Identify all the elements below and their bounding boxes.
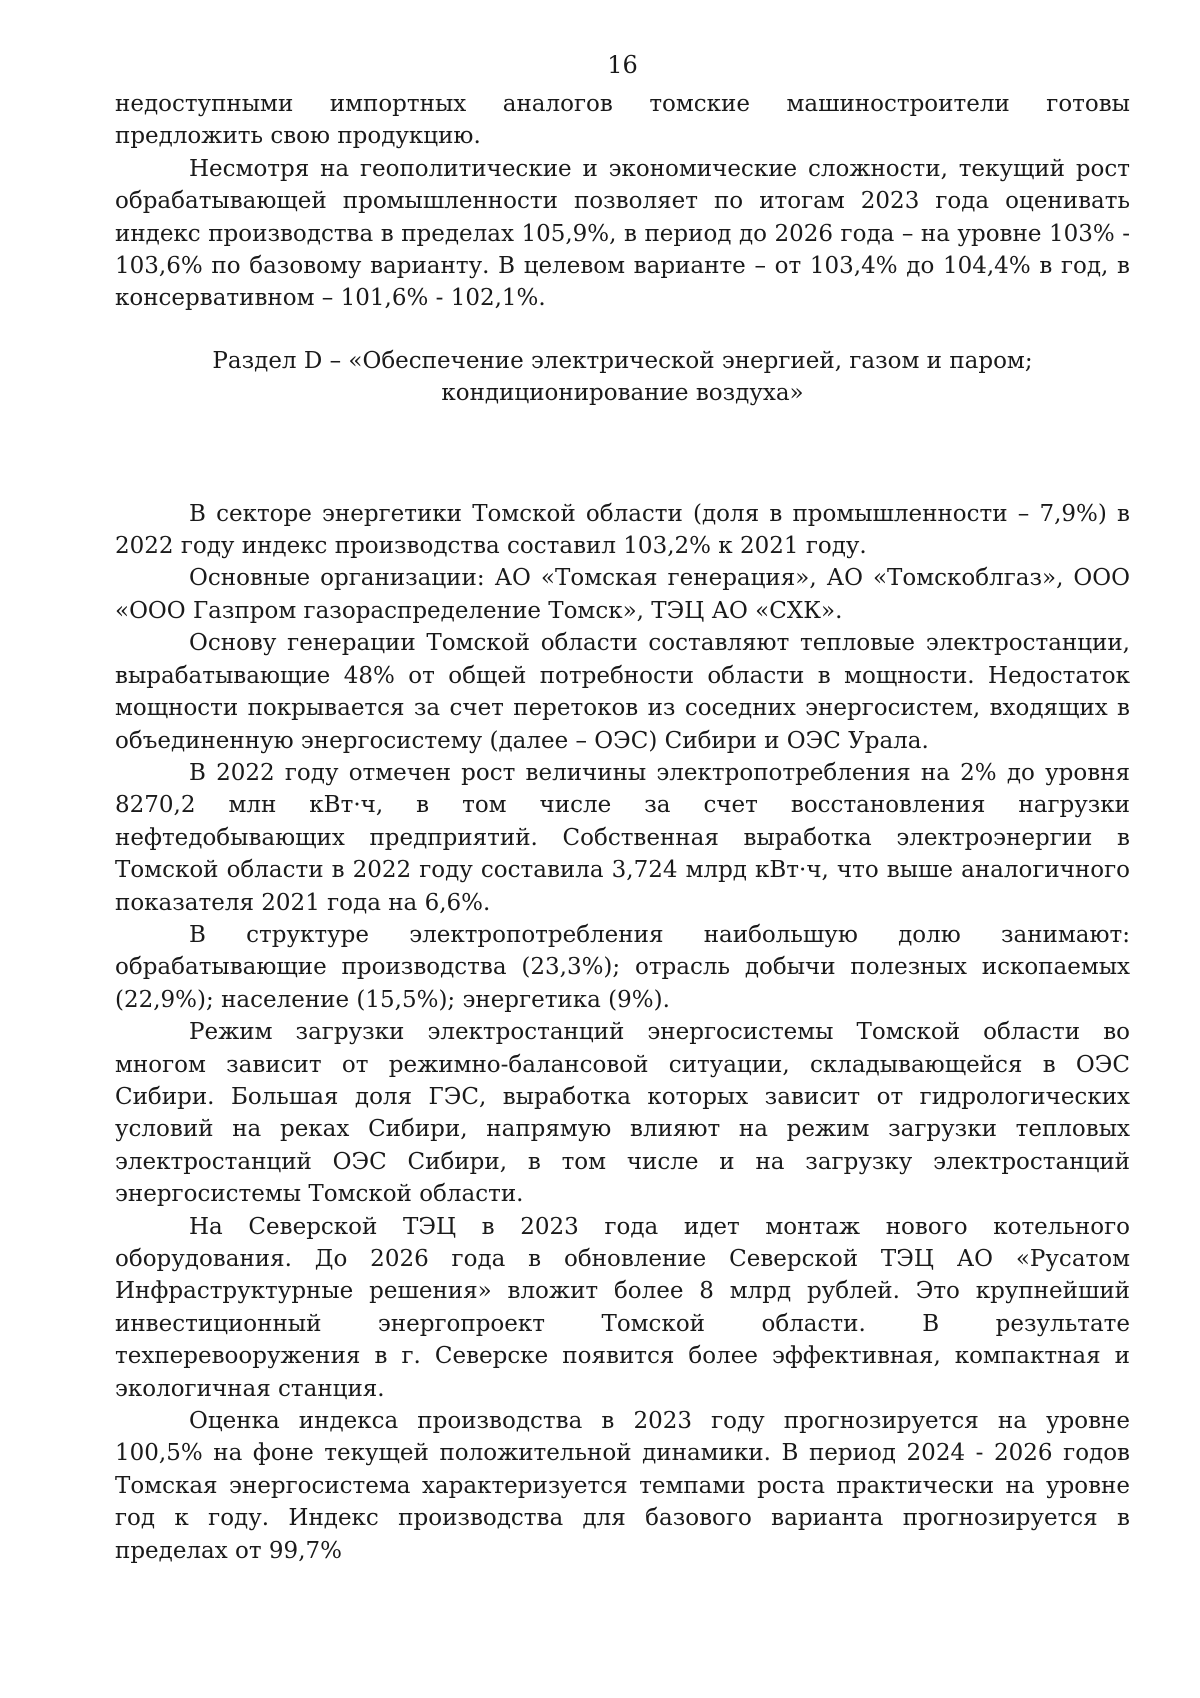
section-heading-line-1: Раздел D – «Обеспечение электрической энергией, газом и паром; — [212, 347, 1033, 374]
paragraph-continuation: недоступными импортных аналогов томские машиностроители готовы предложить свою продукцию. — [115, 91, 1130, 150]
page-number: 16 — [607, 51, 638, 79]
paragraph-production-index-forecast: Оценка индекса производства в 2023 году прогнозируется на уровне 100,5% на фоне текущей положительной динамики. В период 2024 - 2026 годов Томская энергосистема характеризуется темпами роста практически на уровне год к году. Индекс производства для базового варианта прогнозируется в пределах от 99,7% — [115, 1408, 1130, 1564]
paragraph-manufacturing-forecast: Несмотря на геополитические и экономические сложности, текущий рост обрабатывающей промышленности позволяет по итогам 2023 года оценивать индекс производства в пределах 105,9%, в период до 2026 года – на уровне 103% - 103,6% по базовому варианту. В целевом варианте – от 103,4% до 104,4% в год, в консервативном – 101,6% - 102,1%. — [115, 155, 1130, 312]
paragraph-energy-sector: В секторе энергетики Томской области (доля в промышленности – 7,9%) в 2022 году индекс производства составил 103,2% к 2021 году. — [115, 500, 1130, 560]
paragraph-seversk-chp: На Северской ТЭЦ в 2023 года идет монтаж нового котельного оборудования. До 2026 года в обновление Северской ТЭЦ АО «Русатом Инфраструктурные решения» вложит более 8 млрд рублей. Это крупнейший инвестиционный энергопроект Томской области. В результате техперевооружения в г. Северске появится более эффективная, компактная и экологичная станция. — [115, 1213, 1130, 1402]
document-page — [115, 50, 1130, 1567]
paragraph-load-mode: Режим загрузки электростанций энергосистемы Томской области во многом зависит от режимно-балансовой ситуации, складывающейся в ОЭС Сибири. Большая доля ГЭС, выработка которых зависит от гидрологических условий на реках Сибири, напрямую влияют на режим загрузки тепловых электростанций ОЭС Сибири, в том числе и на загрузку электростанций энергосистемы Томской области. — [115, 1019, 1130, 1208]
section-heading — [115, 345, 1130, 410]
paragraph-consumption-structure: В структуре электропотребления наибольшую долю занимают: обрабатывающие производства (23,3%); отрасль добычи полезных ископаемых (22,9%); население (15,5%); энергетика (9%). — [115, 921, 1130, 1013]
paragraph-consumption-growth: В 2022 году отмечен рост величины электропотребления на 2% до уровня 8270,2 млн кВт·ч, в том числе за счет восстановления нагрузки нефтедобывающих предприятий. Собственная выработка электроэнергии в Томской области в 2022 году составила 3,724 млрд кВт·ч, что выше аналогичного показателя 2021 года на 6,6%. — [115, 759, 1130, 916]
paragraph-main-organizations: Основные организации: АО «Томская генерация», АО «Томскоблгаз», ООО «ООО Газпром газораспределение Томск», ТЭЦ АО «СХК». — [115, 565, 1130, 624]
paragraph-generation-basis: Основу генерации Томской области составляют тепловые электростанции, вырабатывающие 48% от общей потребности области в мощности. Недостаток мощности покрывается за счет перетоков из соседних энергосистем, входящих в объединенную энергосистему (далее – ОЭС) Сибири и ОЭС Урала. — [115, 630, 1130, 754]
section-heading-line-2: кондиционирование воздуха» — [441, 380, 804, 407]
